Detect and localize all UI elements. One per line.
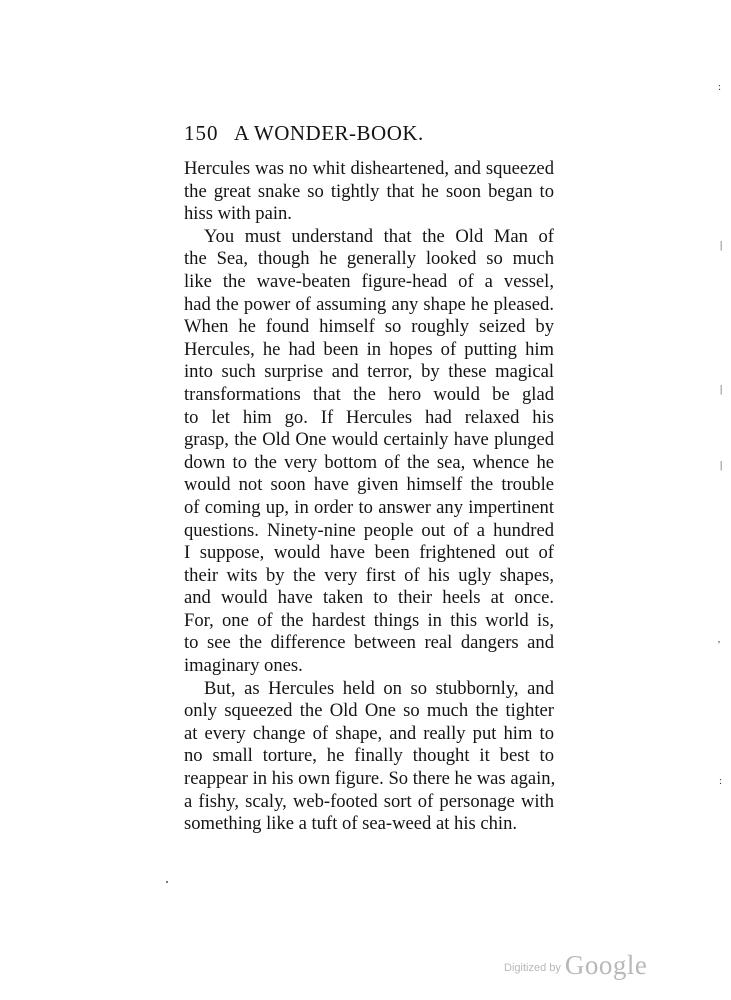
text-line: no small torture, he finally thought it best to <box>184 745 554 767</box>
text-line: their wits by the very first of his ugly shapes, <box>184 564 554 586</box>
text-line: at every change of shape, and really put him to <box>184 722 554 744</box>
text-line: You must understand that the Old Man of <box>204 225 554 247</box>
scan-margin-mark: | <box>720 459 723 471</box>
text-line: to see the difference between real dangers and <box>184 632 554 654</box>
text-line: hiss with pain. <box>184 203 292 225</box>
text-line: something like a tuft of sea-weed at his chin. <box>184 813 518 835</box>
text-line: But, as Hercules held on so stubbornly, and <box>204 677 554 699</box>
scan-margin-mark: | <box>720 239 723 251</box>
google-logo: Google <box>564 950 648 980</box>
watermark-prefix: Digitized by <box>504 962 561 974</box>
text-line: I suppose, would have been frightened out of <box>184 542 554 564</box>
text-line: questions. Ninety-nine people out of a hundred <box>184 519 554 541</box>
text-line: to let him go. If Hercules had relaxed his <box>184 406 554 428</box>
text-line: of coming up, in order to answer any impertinent <box>184 496 554 518</box>
text-line: had the power of assuming any shape he pleased. <box>184 293 554 315</box>
scan-margin-mark: : <box>719 775 723 787</box>
text-line: the Sea, though he generally looked so much <box>184 248 554 270</box>
text-line: For, one of the hardest things in this world is, <box>184 609 554 631</box>
text-line: and would have taken to their heels at once. <box>184 587 554 609</box>
text-line: down to the very bottom of the sea, whence he <box>184 451 554 473</box>
scan-margin-mark: ' <box>718 639 720 651</box>
body-text <box>184 158 554 836</box>
text-line: Hercules was no whit disheartened, and squeezed <box>184 158 554 179</box>
text-line: would not soon have given himself the trouble <box>184 474 554 496</box>
digitized-watermark <box>504 950 647 980</box>
text-line: reappear in his own figure. So there he was again, <box>184 768 556 790</box>
text-line: transformations that the hero would be glad <box>184 383 554 405</box>
page-header <box>184 121 552 151</box>
text-line: into such surprise and terror, by these magical <box>184 361 554 383</box>
text-line: a fishy, scaly, web-footed sort of personage with <box>184 790 554 812</box>
text-line: Hercules, he had been in hopes of putting him <box>184 338 554 360</box>
text-line: imaginary ones. <box>184 655 303 677</box>
page-number: 150 <box>184 121 219 145</box>
text-line: like the wave-beaten figure-head of a vessel, <box>184 270 554 292</box>
text-line: When he found himself so roughly seized by <box>184 316 554 338</box>
text-line: the great snake so tightly that he soon began to <box>184 180 554 202</box>
text-line: only squeezed the Old One so much the tighter <box>184 700 554 722</box>
running-head-title: A WONDER-BOOK. <box>234 121 424 145</box>
text-line: grasp, the Old One would certainly have plunged <box>184 429 554 451</box>
scan-speck <box>166 881 168 883</box>
scan-margin-mark: | <box>720 383 723 395</box>
scan-margin-mark: : <box>718 81 722 93</box>
